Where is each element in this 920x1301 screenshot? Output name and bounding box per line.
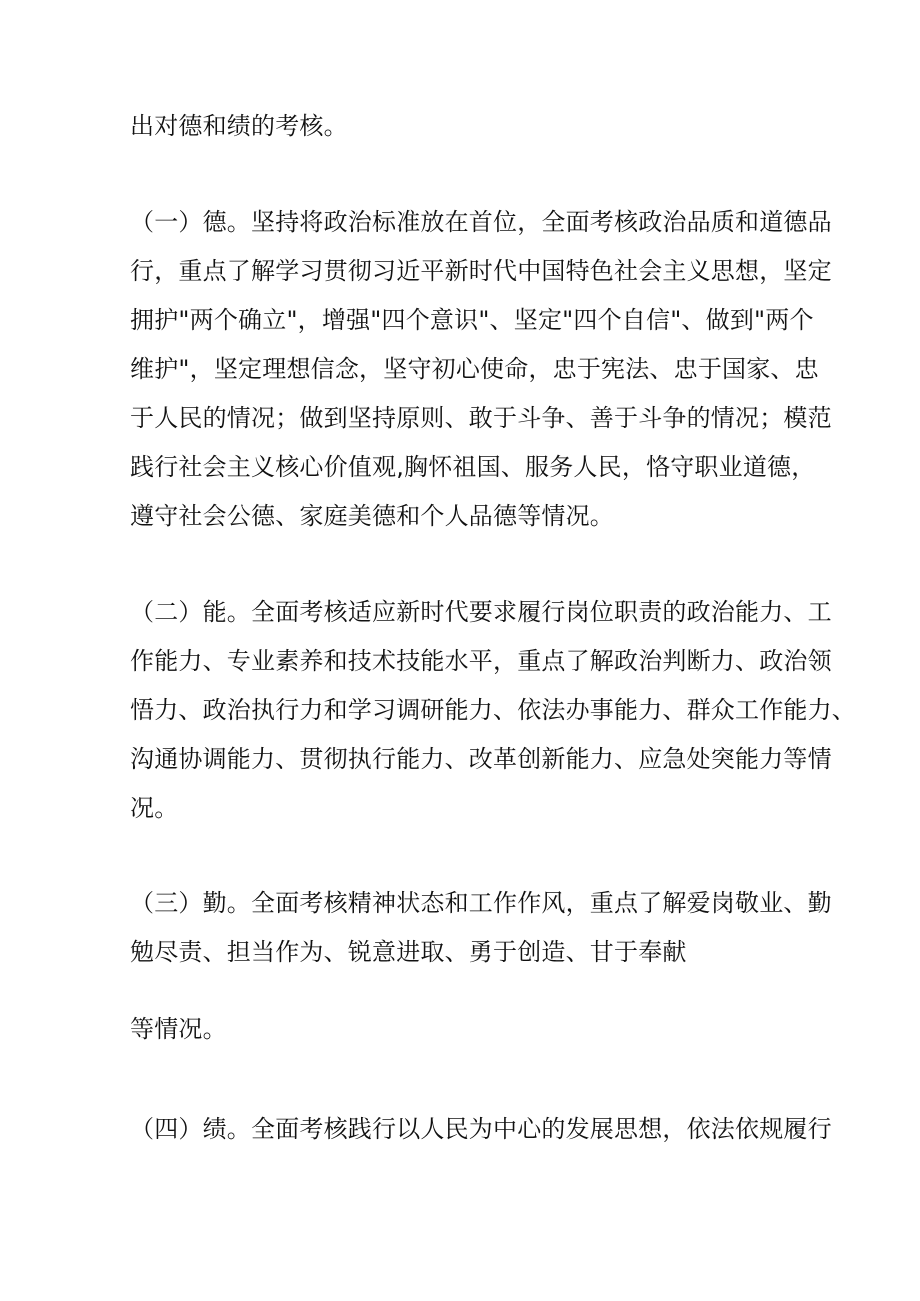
text-line: 出对德和绩的考核。 [130, 112, 348, 140]
text-line: 沟通协调能力、贯彻执行能力、改革创新能力、应急处突能力等情 [130, 745, 832, 773]
text-line: 悟力、政治执行力和学习调研能力、依法办事能力、群众工作能力、 [130, 696, 856, 724]
paragraph-4-heading-line: （四）绩。全面考核践行以人民为中心的发展思想，依法依规履行 [130, 1115, 832, 1143]
text-line: 作能力、专业素养和技术技能水平，重点了解政治判断力、政治领 [130, 647, 832, 675]
text-line: 维护"，坚定理想信念，坚守初心使命，忠于宪法、忠于国家、忠 [130, 355, 819, 383]
text-line: 遵守社会公德、家庭美德和个人品德等情况。 [130, 502, 614, 530]
text-line: 践行社会主义核心价值观,胸怀祖国、服务人民，恪守职业道德， [130, 453, 816, 481]
text-line: 行，重点了解学习贯彻习近平新时代中国特色社会主义思想，坚定 [130, 257, 832, 285]
text-line: 等情况。 [130, 1015, 227, 1043]
paragraph-1-heading-line: （一）德。坚持将政治标准放在首位，全面考核政治品质和道德品 [130, 208, 832, 236]
text-line: 况。 [130, 794, 179, 822]
text-line: 于人民的情况；做到坚持原则、敢于斗争、善于斗争的情况；模范 [130, 404, 832, 432]
text-line: 勉尽责、担当作为、锐意进取、勇于创造、甘于奉献 [130, 938, 687, 966]
paragraph-3-heading-line: （三）勤。全面考核精神状态和工作作风，重点了解爱岗敬业、勤 [130, 889, 832, 917]
paragraph-2-heading-line: （二）能。全面考核适应新时代要求履行岗位职责的政治能力、工 [130, 598, 832, 626]
text-line: 拥护"两个确立"，增强"四个意识"、坚定"四个自信"、做到"两个 [130, 306, 814, 334]
